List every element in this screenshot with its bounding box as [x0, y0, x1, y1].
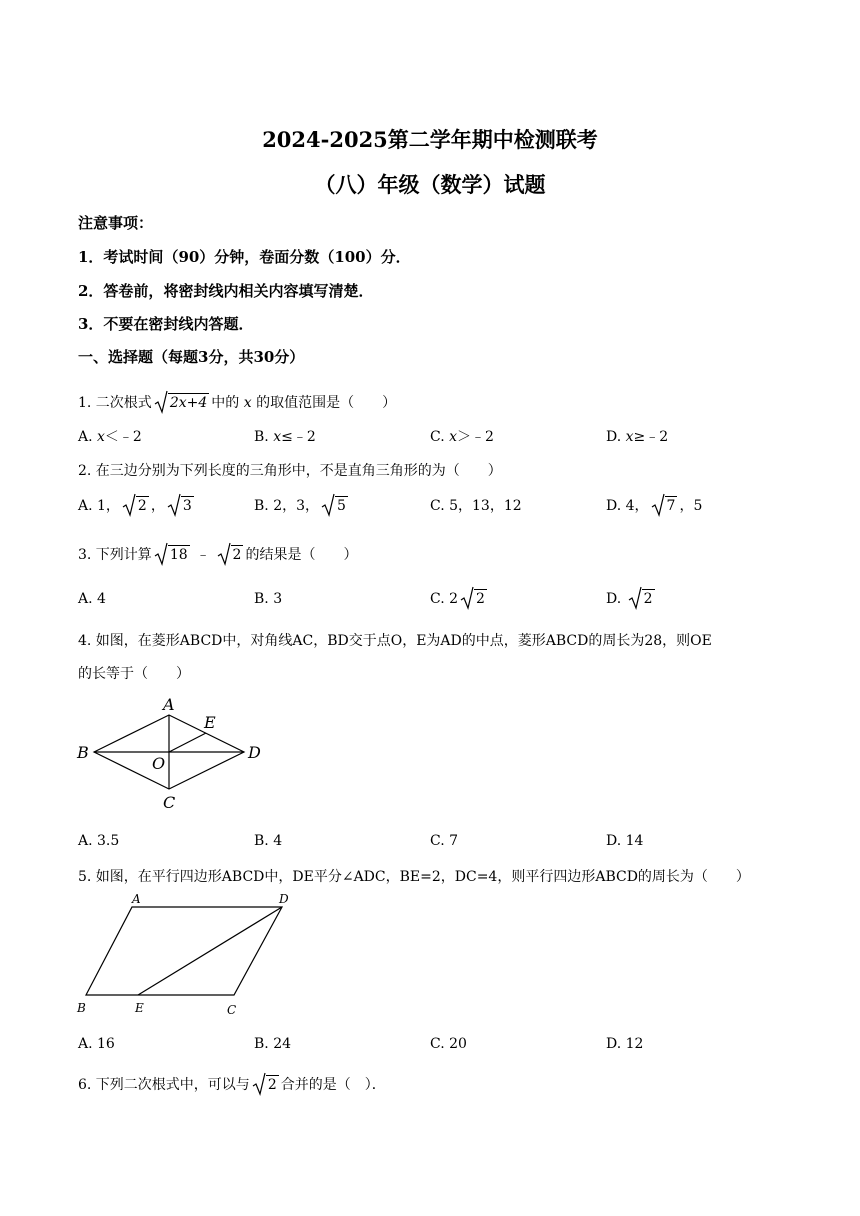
question-3: 3. 下列计算 18 ﹣ 2 的结果是（ ）: [78, 544, 357, 564]
q3-option-d[interactable]: D. 2: [606, 591, 657, 607]
notes-heading: 注意事项：: [78, 214, 154, 232]
label-d: D: [248, 743, 261, 762]
label-c: C: [163, 793, 176, 812]
exam-subtitle: （八）年级（数学）试题: [314, 172, 546, 197]
q4-option-d[interactable]: D. 14: [606, 833, 644, 849]
q3-option-b[interactable]: B. 3: [254, 591, 283, 607]
sqrt-radical: 18: [154, 547, 190, 563]
label-a: A: [163, 695, 175, 714]
q3-option-a[interactable]: A. 4: [78, 591, 106, 607]
q2-option-a[interactable]: A. 1， 2 ， 3: [78, 495, 196, 515]
note-item-3: 3．不要在密封线内答题．: [78, 315, 254, 333]
label-o: O: [152, 754, 166, 773]
q5-option-a[interactable]: A. 16: [78, 1036, 115, 1052]
exam-title: 2024-2025第二学年期中检测联考: [262, 127, 598, 152]
q4-option-a[interactable]: A. 3.5: [78, 833, 120, 849]
sqrt-radical: 2: [252, 1077, 279, 1093]
label-a: A: [132, 892, 141, 906]
q1-var: x: [243, 395, 252, 411]
question-4-line-2: 的长等于（ ）: [78, 666, 190, 682]
sqrt-radical: 3: [167, 498, 194, 514]
q1-mid: 中的: [211, 395, 240, 411]
q1-option-c[interactable]: C. x＞﹣2: [430, 429, 494, 445]
sqrt-radical: 2: [122, 498, 149, 514]
q2-option-b[interactable]: B. 2，3， 5: [254, 495, 350, 515]
q1-option-b[interactable]: B. x≤﹣2: [254, 429, 316, 445]
q3-option-c[interactable]: C. 2 2: [430, 591, 489, 607]
sqrt-radical: 5: [321, 498, 348, 514]
sqrt-radical: 2: [460, 591, 487, 607]
label-b: B: [77, 743, 89, 762]
sqrt-radical: 2: [217, 547, 244, 563]
q2-option-c[interactable]: C. 5，13，12: [430, 498, 522, 514]
q1-prefix: 1. 二次根式: [78, 395, 152, 411]
question-2: 2. 在三边分别为下列长度的三角形中，不是直角三角形的为（ ）: [78, 463, 502, 479]
q2-option-d[interactable]: D. 4， 7 ，5: [606, 495, 702, 515]
question-5: 5. 如图，在平行四边形ABCD中，DE平分∠ADC，BE=2，DC=4，则平行四边形ABCD的周长为（ ）: [78, 869, 750, 885]
q1-option-d[interactable]: D. x≥﹣2: [606, 429, 669, 445]
note-item-2: 2．答卷前，将密封线内相关内容填写清楚．: [78, 282, 374, 300]
q5-option-d[interactable]: D. 12: [606, 1036, 644, 1052]
q5-option-c[interactable]: C. 20: [430, 1036, 467, 1052]
note-item-1: 1．考试时间（90）分钟，卷面分数（100）分．: [78, 248, 411, 266]
label-e: E: [135, 1001, 144, 1015]
section-heading: 一、选择题（每题3分，共30分）: [78, 348, 305, 366]
q4-option-b[interactable]: B. 4: [254, 833, 283, 849]
q4-option-c[interactable]: C. 7: [430, 833, 459, 849]
sqrt-radical: 2: [628, 591, 655, 607]
q1-suffix: 的取值范围是（ ）: [256, 395, 397, 411]
label-e: E: [204, 713, 216, 732]
question-6: 6. 下列二次根式中，可以与 2 合并的是（ ）．: [78, 1074, 386, 1094]
question-1: [78, 392, 396, 412]
sqrt-radical: [154, 395, 209, 411]
parallelogram-figure: [72, 890, 302, 1020]
sqrt-radical: 7: [651, 498, 678, 514]
rhombus-figure: [72, 690, 272, 816]
q1-radicand: 2x+4: [169, 395, 208, 411]
question-4-line-1: 4. 如图，在菱形ABCD中，对角线AC，BD交于点O，E为AD的中点，菱形ABCD的周长为28，则OE: [78, 633, 712, 649]
q1-option-a[interactable]: A. x＜﹣2: [78, 429, 142, 445]
label-c: C: [227, 1003, 237, 1017]
label-d: D: [279, 892, 289, 906]
label-b: B: [77, 1001, 86, 1015]
q5-option-b[interactable]: B. 24: [254, 1036, 292, 1052]
